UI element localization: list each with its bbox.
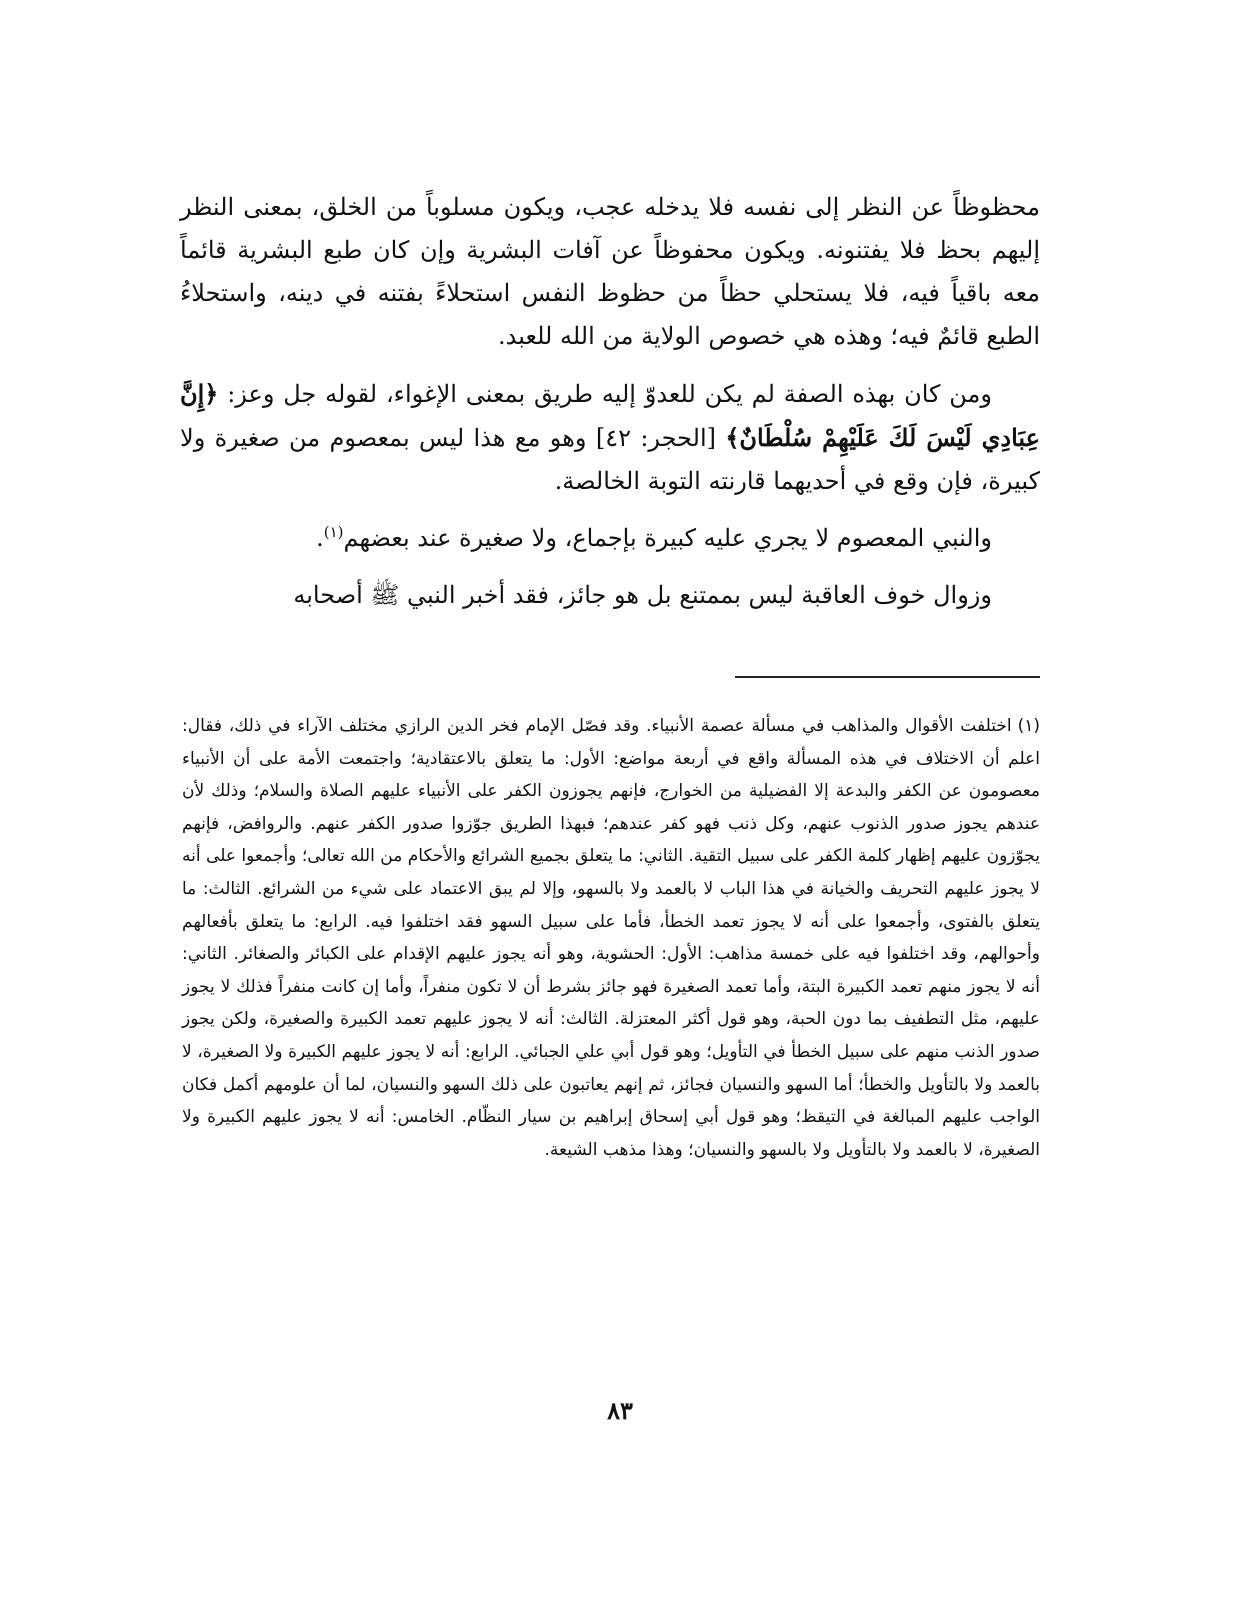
footnote-number: (١)	[1017, 716, 1040, 736]
paragraph-2	[180, 372, 1040, 503]
footnote	[182, 710, 1040, 1166]
page-number: ٨٣	[607, 1396, 633, 1425]
paragraph-2-intro: ومن كان بهذه الصفة لم يكن للعدوّ إليه طريق بمعنى الإغواء، لقوله جل وعز:	[227, 380, 992, 408]
footnote-marker: (١)	[323, 523, 344, 541]
quran-reference: [الحجر: ٤٢]	[595, 424, 716, 452]
main-text	[180, 186, 1040, 617]
paragraph-1: محظوظاً عن النظر إلى نفسه فلا يدخله عجب، ويكون مسلوباً من الخلق، بمعنى النظر إليهم بحظ فلا يفتنونه. ويكون محفوظاً عن آفات البشرية وإن كان طبع البشرية قائماً معه باقياً فيه، فلا يستحلي حظاً من حظوظ النفس استحلاءً بفتنه في دينه، واستحلاءُ الطبع قائمٌ فيه؛ وهذه هي خصوص الولاية من الله للعبد.	[180, 193, 1041, 350]
paragraph-3	[180, 517, 1040, 560]
paragraph-4: وزوال خوف العاقبة ليس بممتنع بل هو جائز، فقد أخبر النبي ﷺ أصحابه	[293, 581, 992, 609]
paragraph-3-text: والنبي المعصوم لا يجري عليه كبيرة بإجماع، ولا صغيرة عند بعضهم	[343, 524, 992, 552]
quran-verse: ﴿إِنَّ عِبَادِي لَيْسَ لَكَ عَلَيْهِمْ سُلْطَانٌ﴾	[180, 379, 1040, 452]
paragraph-3-end: .	[316, 524, 324, 552]
footnote-separator	[735, 676, 1040, 678]
paragraph-2-rest: وهو مع هذا ليس بمعصوم من صغيرة ولا كبيرة، فإن وقع في أحديهما قارنته التوبة الخالصة.	[180, 424, 1040, 495]
footnote-text: اختلفت الأقوال والمذاهب في مسألة عصمة الأنبياء. وقد فصّل الإمام فخر الدين الرازي مختلف الآراء في ذلك، فقال: اعلم أن الاختلاف في هذه المسألة واقع في أربعة مواضع: الأول: ما يتعلق بالاعتقادية؛ واجتمعت الأمة على أن الأنبياء معصومون عن الكفر والبدعة إلا الفضيلية من الخوارج، فإنهم يجوزون الكفر على الأنبياء عليهم الصلاة والسلام؛ وذلك لأن عندهم يجوز صدور الذنوب عنهم، وكل ذنب فهو كفر عندهم؛ فبهذا الطريق جوّزوا صدور الكفر عنهم. والروافض، فإنهم يجوّزون عليهم إظهار كلمة الكفر على سبيل التقية. الثاني: ما يتعلق بجميع الشرائع والأحكام من الله تعالى؛ وأجمعوا على أنه لا يجوز عليهم التحريف والخيانة في هذا الباب لا بالعمد ولا بالسهو، وإلا لم يبق الاعتماد على شيء من الشرائع. الثالث: ما يتعلق بالفتوى، وأجمعوا على أنه لا يجوز تعمد الخطأ، فأما على سبيل السهو فقد اختلفوا فيه. الرابع: ما يتعلق بأفعالهم وأحوالهم، وقد اختلفوا فيه على خمسة مذاهب: الأول: الحشوية، وهو أنه يجوز عليهم الإقدام على الكبائر والصغائر. الثاني: أنه لا يجوز منهم تعمد الكبيرة البتة، وأما تعمد الصغيرة فهو جائز بشرط أن لا تكون منفراً، وأما إن كانت منفراً فذلك لا يجوز عليهم، مثل التطفيف بما دون الحبة، وهو قول أكثر المعتزلة. الثالث: أنه لا يجوز عليهم تعمد الكبيرة والصغيرة، ولكن يجوز صدور الذنب منهم على سبيل الخطأ في التأويل؛ وهو قول أبي علي الجبائي. الرابع: أنه لا يجوز عليهم الكبيرة ولا الصغيرة، لا بالعمد ولا بالتأويل والخطأ؛ أما السهو والنسيان فجائز، ثم إنهم يعاتبون على ذلك السهو والنسيان، لما أن علومهم أكمل فكان الواجب عليهم المبالغة في التيقظ؛ وهو قول أبي إسحاق إبراهيم بن سيار النظّام. الخامس: أنه لا يجوز عليهم الكبيرة ولا الصغيرة، لا بالعمد ولا بالتأويل ولا بالسهو والنسيان؛ وهذا مذهب الشيعة.	[182, 716, 1040, 1160]
